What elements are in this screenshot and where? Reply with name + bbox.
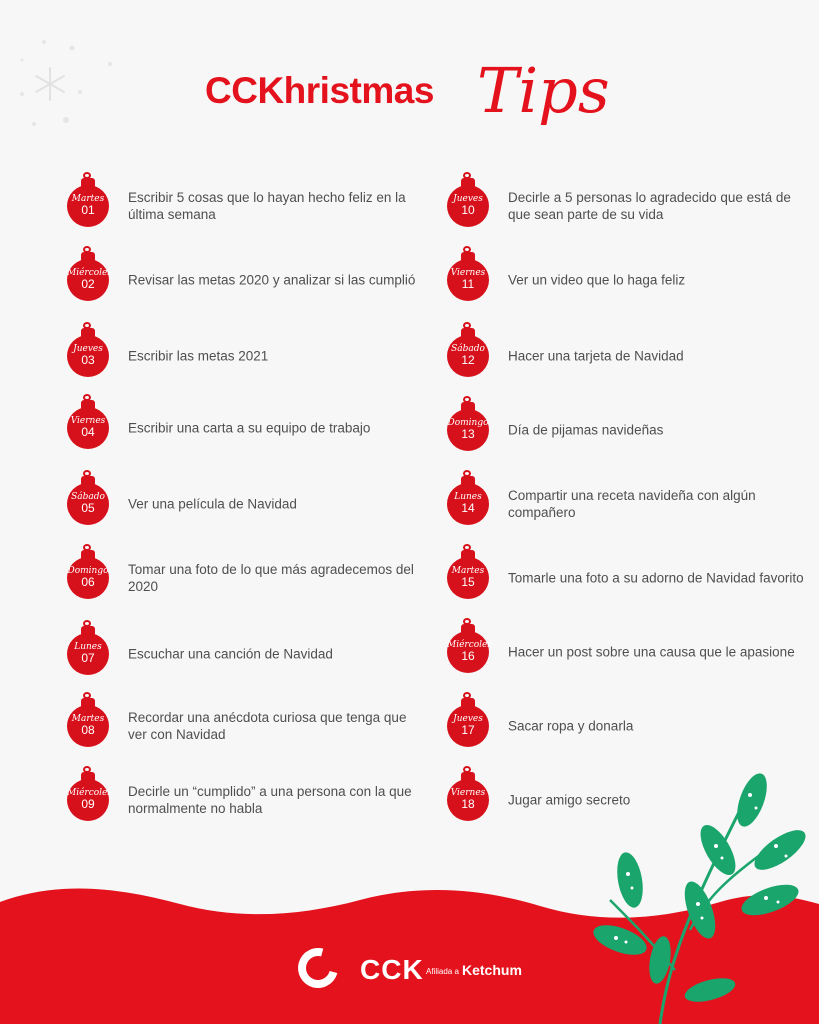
tip-text: Decirle un “cumplido” a una persona con la que normalmente no habla: [128, 784, 412, 816]
ornament-number: 17: [461, 723, 475, 737]
ornament-day: Lunes: [454, 492, 482, 502]
affiliation-text: Afiliada a: [426, 967, 459, 976]
ornament-day: Jueves: [453, 714, 483, 724]
tip-text: Compartir una receta navideña con algún compañero: [508, 488, 756, 520]
tip-item: [446, 618, 816, 682]
ornament-day: Lunes: [74, 642, 102, 652]
ornament-icon: [446, 246, 492, 308]
title-script: Tips: [477, 54, 610, 127]
snowflake-decoration: [14, 30, 134, 140]
ornament-number: 18: [461, 797, 475, 811]
ornament-number: 02: [81, 277, 95, 291]
tip-item: [446, 544, 816, 608]
tip-text: Escribir 5 cosas que lo hayan hecho feliz en la última semana: [128, 190, 406, 222]
cck-logo-icon: [291, 941, 346, 996]
tip-item: [66, 172, 436, 236]
ornament-number: 04: [81, 425, 95, 439]
ornament-icon: [66, 246, 112, 308]
ornament-number: 10: [461, 203, 475, 217]
tip-item: [66, 544, 436, 608]
tip-item: [446, 172, 816, 236]
ornament-day: Domingo: [447, 418, 489, 428]
ornament-day: Sábado: [71, 492, 105, 502]
tip-item: [66, 394, 436, 458]
ornament-day: Miércoles: [67, 788, 113, 798]
logo-text: CCK: [360, 954, 424, 985]
ornament-day: Viernes: [450, 788, 486, 798]
ornament-icon: [66, 620, 112, 682]
ornament-day: Martes: [71, 714, 105, 724]
tip-text: Día de pijamas navideñas: [508, 422, 664, 438]
snowflake-icon: [36, 68, 64, 100]
ornament-number: 12: [461, 353, 475, 367]
cck-logo: [298, 948, 558, 998]
ornament-icon: [446, 470, 492, 532]
ornament-number: 14: [461, 501, 475, 515]
ornament-day: Miércoles: [67, 268, 113, 278]
tip-item: [446, 470, 816, 534]
tip-item: [446, 246, 816, 310]
ornament-number: 06: [81, 575, 95, 589]
tip-text: Revisar las metas 2020 y analizar si las cumplió: [128, 272, 416, 288]
ornament-icon: [66, 470, 112, 532]
ornament-day: Miércoles: [447, 640, 493, 650]
ornament-icon: [66, 322, 112, 384]
tip-item: [446, 396, 816, 460]
ornament-number: 15: [461, 575, 475, 589]
ornament-icon: [446, 766, 492, 828]
ornament-icon: [446, 322, 492, 384]
ornament-number: 08: [81, 723, 95, 737]
ornament-number: 09: [81, 797, 95, 811]
ornament-icon: [66, 766, 112, 828]
partner-logo-text: Ketchum: [462, 962, 522, 978]
ornament-icon: [66, 692, 112, 754]
tip-text: Tomar una foto de lo que más agradecemos del 2020: [128, 562, 414, 594]
title-brand: CCKhristmas: [205, 70, 434, 111]
tip-text: Ver una película de Navidad: [128, 496, 297, 512]
tip-item: [446, 322, 816, 386]
ornament-icon: [446, 544, 492, 606]
tip-item: [66, 322, 436, 386]
ornament-number: 16: [461, 649, 475, 663]
tip-item: [446, 692, 816, 756]
ornament-icon: [66, 394, 112, 456]
tip-item: [66, 246, 436, 310]
ornament-day: Viernes: [70, 416, 106, 426]
ornament-day: Sábado: [451, 344, 485, 354]
tip-text: Sacar ropa y donarla: [508, 718, 634, 734]
ornament-number: 03: [81, 353, 95, 367]
ornament-number: 11: [461, 277, 475, 291]
ornament-icon: [66, 544, 112, 606]
ornament-icon: [446, 396, 492, 458]
tip-text: Decirle a 5 personas lo agradecido que está de que sean parte de su vida: [508, 190, 791, 222]
tip-text: Ver un video que lo haga feliz: [508, 272, 686, 288]
ornament-icon: [446, 692, 492, 754]
tip-text: Jugar amigo secreto: [508, 792, 631, 808]
tip-item: [66, 620, 436, 684]
ornament-number: 05: [81, 501, 95, 515]
ornament-icon: [446, 618, 492, 680]
tip-text: Hacer un post sobre una causa que le apasione: [508, 644, 795, 660]
tip-item: [66, 766, 436, 830]
tip-text: Escuchar una canción de Navidad: [128, 646, 333, 662]
page-title: [205, 54, 625, 138]
tip-text: Recordar una anécdota curiosa que tenga que ver con Navidad: [128, 710, 407, 742]
tip-item: [66, 470, 436, 534]
ornament-icon: [446, 172, 492, 234]
leaf-branch-icon: [590, 770, 819, 1024]
ornament-day: Martes: [71, 194, 105, 204]
ornament-day: Viernes: [450, 268, 486, 278]
tip-text: Escribir las metas 2021: [128, 348, 269, 364]
tip-text: Escribir una carta a su equipo de trabajo: [128, 420, 371, 436]
ornament-number: 07: [81, 651, 95, 665]
tip-text: Hacer una tarjeta de Navidad: [508, 348, 684, 364]
ornament-icon: [66, 172, 112, 234]
ornament-day: Jueves: [453, 194, 483, 204]
tip-text: Tomarle una foto a su adorno de Navidad favorito: [508, 570, 804, 586]
ornament-day: Martes: [451, 566, 485, 576]
ornament-number: 13: [461, 427, 475, 441]
ornament-day: Domingo: [67, 566, 109, 576]
tip-item: [66, 692, 436, 756]
ornament-day: Jueves: [73, 344, 103, 354]
ornament-number: 01: [81, 203, 95, 217]
